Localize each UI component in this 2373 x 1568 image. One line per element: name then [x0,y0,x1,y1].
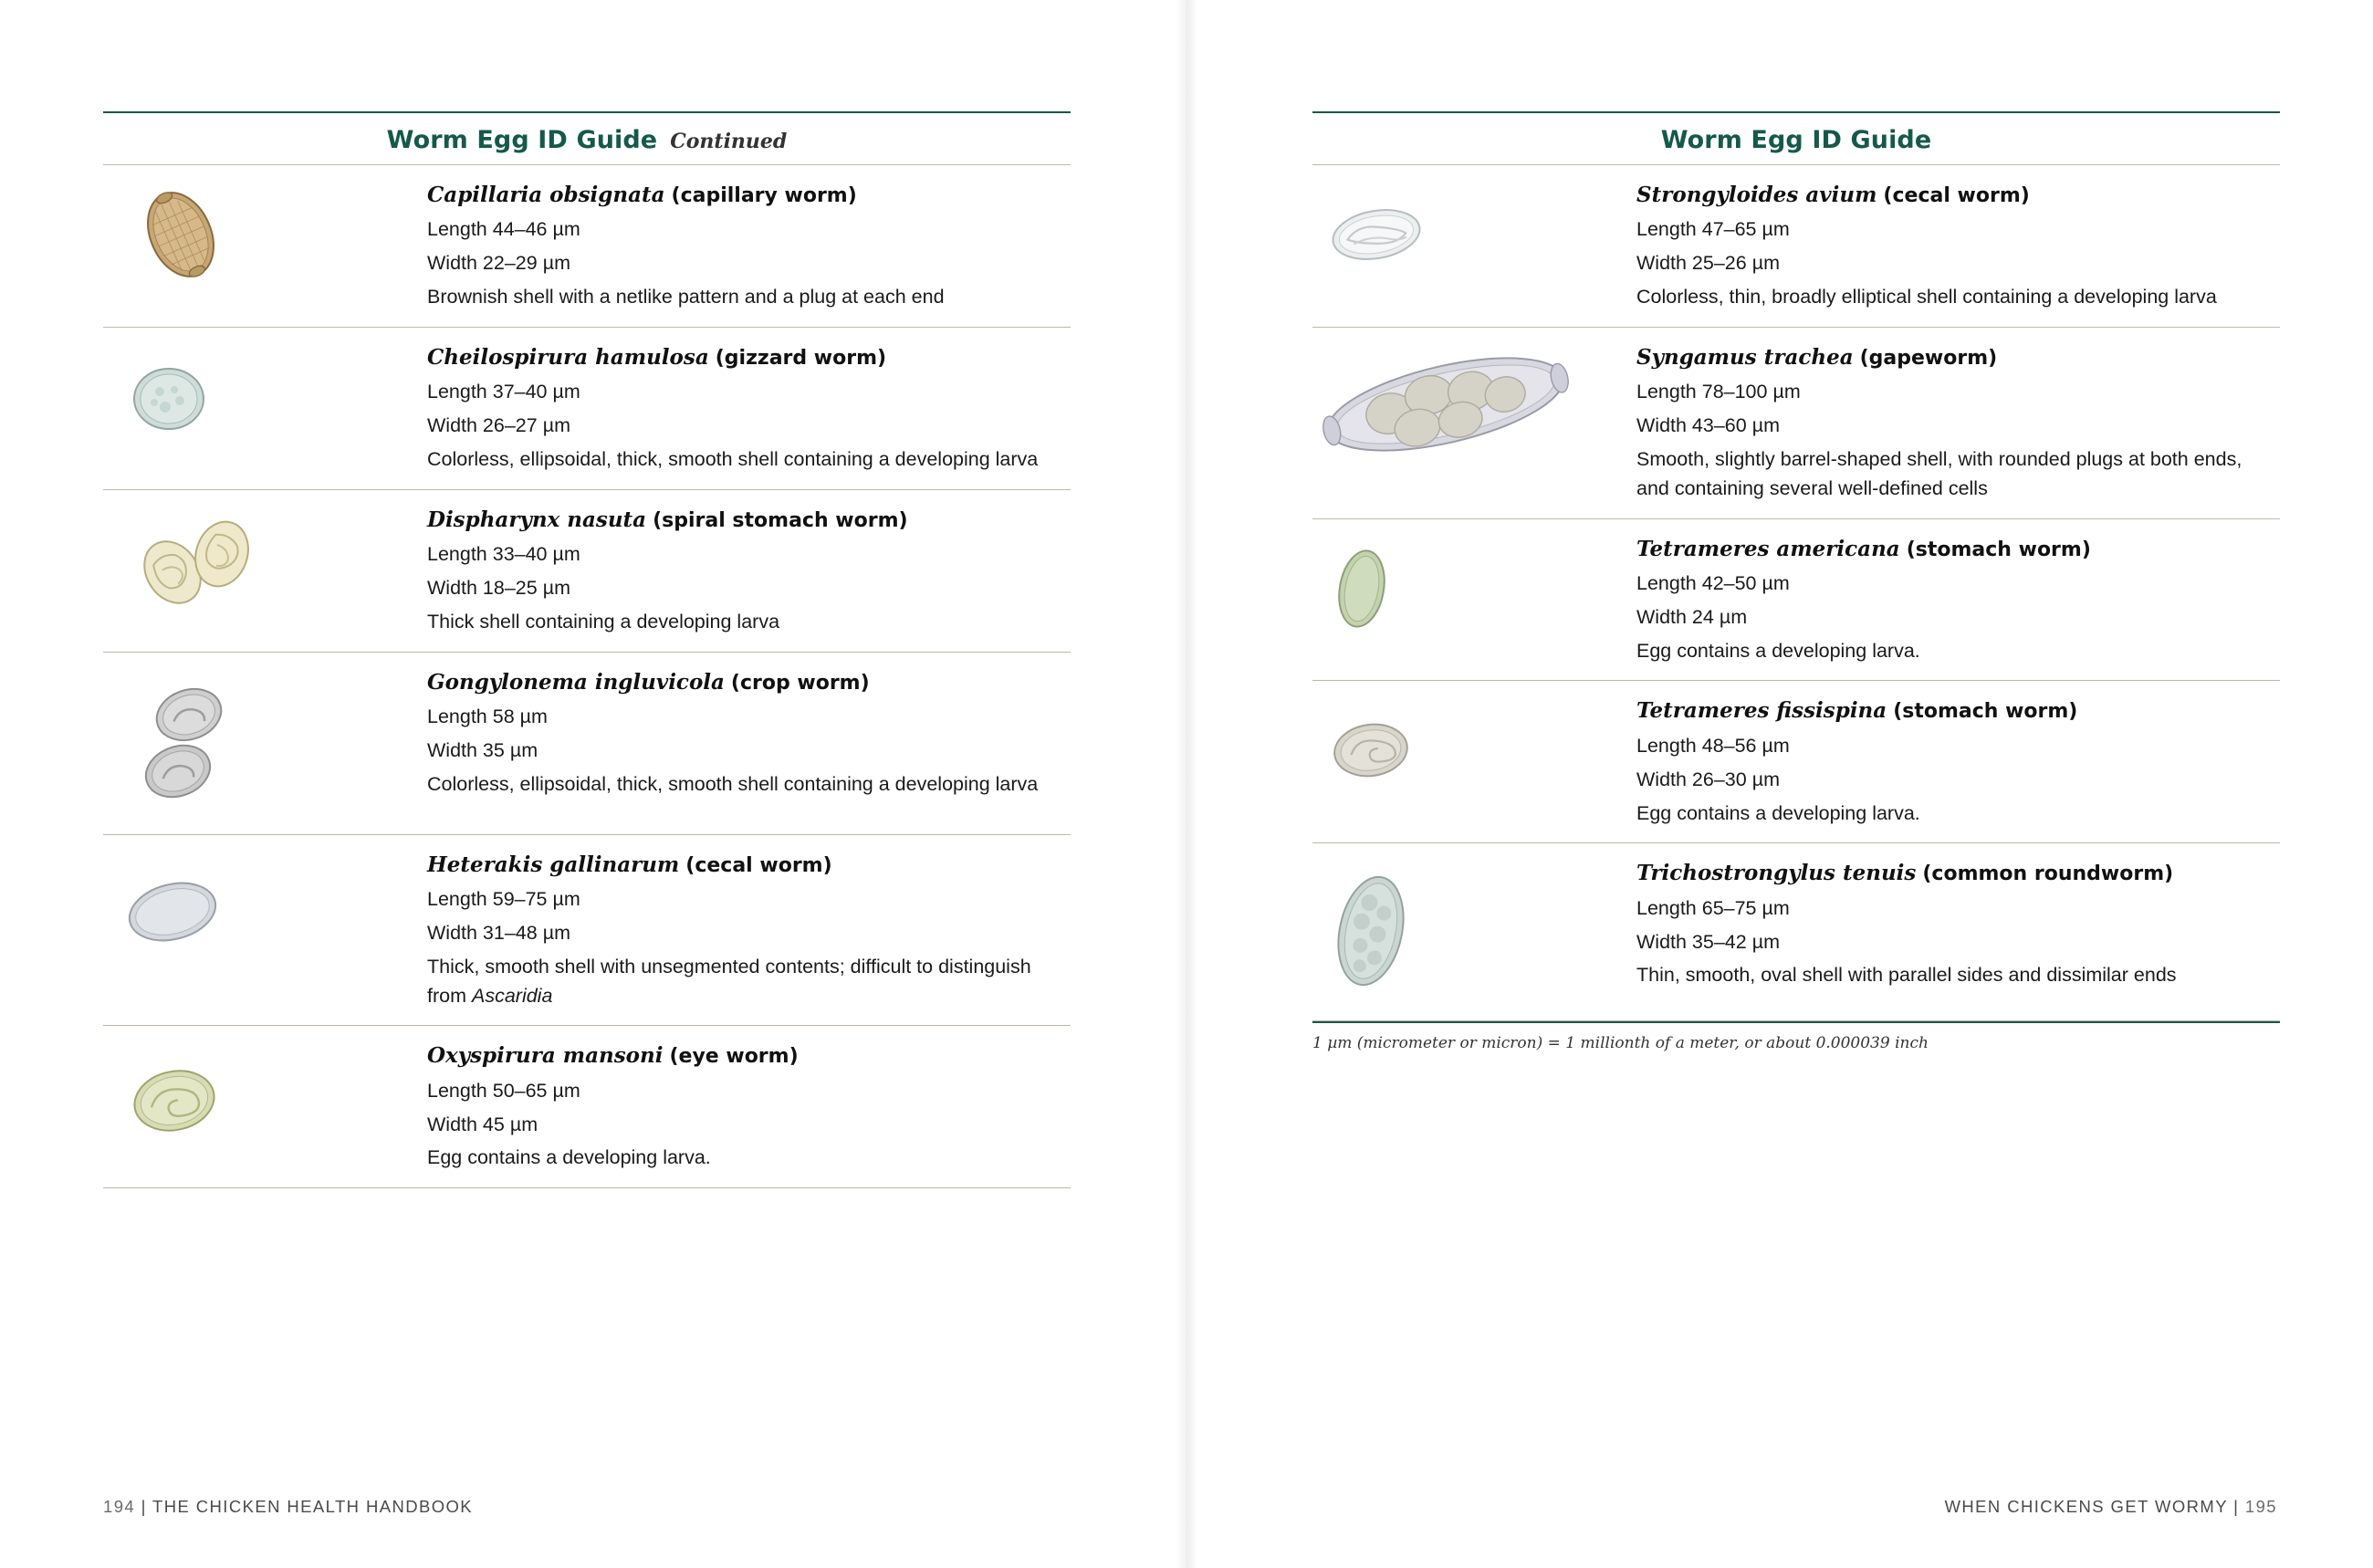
egg-entry-text [427,669,1071,800]
egg-illustration-heterakis [103,852,427,970]
egg-entry-text [427,852,1071,1011]
folio-right [1945,1497,2277,1517]
right-page-content [1312,111,2280,1052]
egg-entry-text [427,182,1071,312]
egg-entry-text [1636,697,2280,828]
species-common: (crop worm) [730,671,870,695]
egg-entry [1312,519,2280,682]
species-latin: Capillaria obsignata [427,183,665,207]
species-latin: Trichostrongylus tenuis [1636,861,1917,886]
egg-entry [103,1026,1071,1188]
species-latin: Oxyspirura mansoni [427,1043,664,1069]
egg-illustration-capillaria [103,182,427,291]
species-latin: Cheilospirura hamulosa [427,344,709,370]
species-latin: Heterakis gallinarum [427,852,680,877]
egg-width: Width 35–42 µm [1636,930,1780,953]
egg-width: Width 22–29 µm [427,252,570,275]
species-latin: Syngamus trachea [1636,344,1854,370]
species-latin: Dispharynx nasuta [427,507,647,532]
left-page-content [103,111,1071,1188]
egg-illustration-cheilospirura [103,344,427,454]
egg-width: Width 24 µm [1636,605,1748,628]
egg-entry-text [1636,860,2280,990]
egg-illustration-tetrameres-americana [1312,536,1636,645]
folio-chapter-title: WHEN CHICKENS GET WORMY [1944,1497,2228,1516]
species-common: (gapeworm) [1859,346,1998,370]
egg-entry-text [1636,536,2280,666]
folio-separator: | [141,1497,153,1516]
egg-description: Egg contains a developing larva. [1636,801,1920,824]
folio-page-number: 195 [2244,1497,2277,1516]
egg-entry [1312,165,2280,328]
species-latin: Tetrameres americana [1636,536,1900,561]
left-title-main: Worm Egg ID Guide [386,126,658,154]
species-name [1636,862,2280,885]
right-title-main: Worm Egg ID Guide [1660,126,1932,154]
species-name [427,853,1071,877]
egg-illustration-oxyspirura [103,1042,427,1161]
egg-length: Length 50–65 µm [427,1079,580,1102]
species-name [427,671,1071,695]
egg-illustration-tetrameres-fissispina [1312,697,1636,807]
egg-entry [103,653,1071,835]
egg-length: Length 78–100 µm [1636,381,1801,403]
egg-length: Length 47–65 µm [1636,218,1790,241]
species-latin: Tetrameres fissispina [1636,698,1887,724]
species-latin: Strongyloides avium [1636,183,1877,207]
species-name [427,183,1071,207]
species-common: (gizzard worm) [715,346,887,370]
egg-illustration-strongyloides [1312,182,1636,291]
egg-length: Length 58 µm [427,706,548,728]
species-common: (eye worm) [669,1045,799,1069]
folio-left [103,1497,473,1517]
folio-book-title: THE CHICKEN HEALTH HANDBOOK [152,1497,474,1516]
egg-length: Length 42–50 µm [1636,572,1790,594]
egg-width: Width 26–30 µm [1636,768,1780,790]
egg-description: Colorless, thin, broadly elliptical shell containing a developing larva [1636,286,2217,308]
species-name [1636,183,2280,207]
species-name [1636,346,2280,370]
egg-entry [1312,328,2280,519]
egg-length: Length 65–75 µm [1636,896,1790,919]
egg-length: Length 59–75 µm [427,888,580,911]
species-name [427,1044,1071,1068]
egg-length: Length 48–56 µm [1636,734,1790,757]
species-common: (cecal worm) [685,853,832,877]
egg-entry [1312,843,2280,1021]
unit-footnote: 1 µm (micrometer or micron) = 1 millionth of a meter, or about 0.000039 inch [1312,1034,1929,1053]
egg-description: Smooth, slightly barrel-shaped shell, with rounded plugs at both ends, and containing several well-defined cells [1636,447,2242,499]
egg-illustration-gongylonema [103,669,427,820]
egg-description: Colorless, ellipsoidal, thick, smooth shell containing a developing larva [427,772,1039,795]
right-page-title [1312,113,2280,165]
folio-page-number: 194 [103,1497,136,1516]
egg-entry-text [427,344,1071,475]
egg-width: Width 45 µm [427,1113,538,1135]
left-page-title [103,113,1071,165]
egg-entry-text [427,1042,1071,1173]
egg-entry-text [1636,182,2280,312]
egg-illustration-trichostrongylus [1312,860,1636,1006]
egg-illustration-syngamus [1312,344,1636,463]
egg-entry [1312,681,2280,843]
species-name [1636,538,2280,561]
species-name [1636,699,2280,723]
egg-entry [103,490,1071,653]
egg-length: Length 33–40 µm [427,543,580,566]
left-page [0,0,1186,1568]
species-common: (stomach worm) [1893,700,2078,724]
egg-width: Width 31–48 µm [427,921,570,944]
egg-entry [103,835,1071,1027]
egg-description-italic: Ascaridia [471,984,553,1007]
egg-width: Width 26–27 µm [427,414,570,437]
species-name [427,346,1071,370]
egg-width: Width 18–25 µm [427,577,570,599]
egg-description: Thin, smooth, oval shell with parallel sides and dissimilar ends [1636,964,2177,987]
species-name [427,508,1071,532]
left-title-continued: Continued [670,130,788,153]
egg-entry [103,328,1071,490]
egg-description [427,953,1071,1011]
right-page [1186,0,2373,1568]
egg-illustration-dispharynx [103,507,427,625]
egg-description: Colorless, ellipsoidal, thick, smooth shell containing a developing larva [427,447,1039,470]
egg-width: Width 43–60 µm [1636,414,1780,437]
folio-separator: | [2233,1497,2245,1516]
species-common: (capillary worm) [671,184,857,207]
species-common: (cecal worm) [1883,184,2030,207]
egg-length: Length 44–46 µm [427,218,580,241]
species-latin: Gongylonema ingluvicola [427,669,725,695]
species-common: (common roundworm) [1922,862,2174,886]
egg-length: Length 37–40 µm [427,381,580,403]
egg-width: Width 25–26 µm [1636,252,1780,275]
egg-description: Thick shell containing a developing larva [427,610,780,632]
egg-width: Width 35 µm [427,738,538,761]
species-common: (spiral stomach worm) [653,508,908,532]
egg-description: Egg contains a developing larva. [1636,639,1920,662]
species-common: (stomach worm) [1906,538,2091,561]
egg-entry [103,165,1071,328]
egg-description-text: Thick, smooth shell with unsegmented contents; difficult to distinguish from [427,955,1031,1007]
egg-entry-text [1636,344,2280,504]
egg-entry-text [427,507,1071,637]
egg-description: Brownish shell with a netlike pattern and a plug at each end [427,286,945,308]
egg-description: Egg contains a developing larva. [427,1146,711,1169]
